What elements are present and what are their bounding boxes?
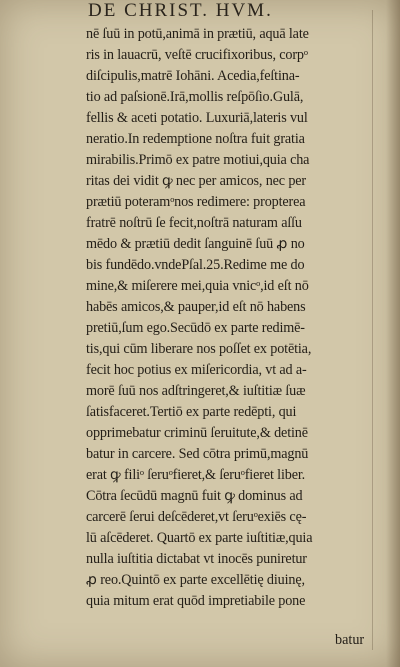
text-line: pretiū,ſum ego.Secūdō ex parte redimē- — [86, 320, 305, 336]
text-line: prætiū poteramᵒnos redimere: propterea — [86, 194, 306, 210]
text-line: carcerē ſerui deſcēderet,vt ſeruᵒexiēs cę- — [86, 509, 307, 525]
text-line: fecit hoc potius ex miſericordia, vt ad a- — [86, 362, 307, 378]
text-line: Cōtra ſecūdū magnū fuit ꝙ dominus ad — [86, 488, 303, 504]
text-line: mēdo & prætiū dedit ſanguinē ſuū ꝓ no — [86, 236, 305, 252]
body-text — [86, 24, 378, 612]
text-line: tis,qui cūm liberare nos poſſet ex potētia, — [86, 341, 312, 357]
text-line: nē ſuū in potū,animā in prætiū, aquā late — [86, 26, 309, 42]
text-line: neratio.In redemptione noſtra fuit gratia — [86, 131, 305, 147]
page-edge-shadow — [386, 0, 400, 667]
text-line: morē ſuū nos adſtringeret,& iuſtitiæ ſuæ — [86, 383, 306, 399]
text-line: opprimebatur criminū ſeruitute,& detinē — [86, 425, 308, 441]
text-line: mirabilis.Primō ex patre motiui,quia cha — [86, 152, 310, 168]
text-line: erat ꝙ filiᵒ ſeruᵒfieret,& ſeruᵒfieret liber. — [86, 467, 306, 483]
text-line: habēs amicos,& pauper,id eſt nō habens — [86, 299, 306, 315]
text-line: fellis & aceti potatio. Luxuriā,lateris vul — [86, 110, 308, 126]
running-head: DE CHRIST. HVM. — [88, 0, 273, 21]
text-line: ſatisfaceret.Tertiō ex parte redēpti, qui — [86, 404, 297, 420]
text-line: bis fundēdo.vndePſal.25.Redime me do — [86, 257, 305, 273]
text-line: ris in lauacrū, veſtē crucifixoribus, corpᵒ — [86, 47, 308, 63]
text-line: diſcipulis,matrē Iohāni. Acedia,feſtina- — [86, 68, 300, 84]
text-line: tio ad paſsionē.Irā,mollis reſpōſio.Gulā, — [86, 89, 304, 105]
text-line: mine,& miſerere mei,quia vnicᵒ,id eſt nō — [86, 278, 309, 294]
text-line: quia mitum erat quōd impretiabile pone — [86, 593, 306, 609]
text-line: lū aſcēderet. Quartō ex parte iuſtitiæ,quia — [86, 530, 313, 546]
text-line: ritas dei vidit ꝙ nec per amicos, nec per — [86, 173, 306, 189]
text-line: nulla iuſtitia dictabat vt inocēs puniretur — [86, 551, 307, 567]
catchword: batur — [335, 632, 365, 648]
text-line: batur in carcere. Sed cōtra primū,magnū — [86, 446, 309, 462]
text-line: ꝓ reo.Quintō ex parte excellētię diuinę, — [86, 572, 305, 588]
text-line: fratrē noſtrū ſe fecit,noſtrā naturam aſſu — [86, 215, 302, 231]
